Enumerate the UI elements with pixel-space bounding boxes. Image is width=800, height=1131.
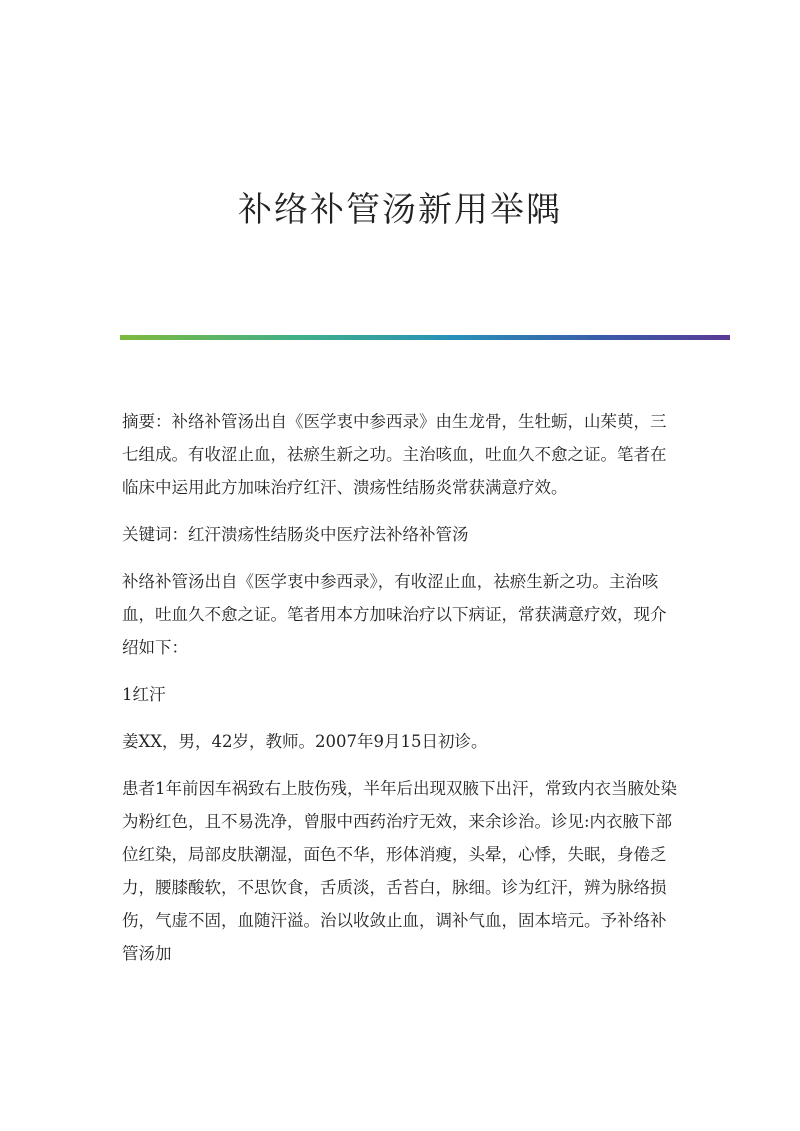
section-heading: 1红汗 bbox=[122, 685, 166, 704]
document-title: 补络补管汤新用举隅 bbox=[238, 190, 562, 230]
intro-paragraph: 补络补管汤出自《医学衷中参西录》，有收涩止血，祛瘀生新之功。主治咳血，吐血久不愈之证。笔者用本方加味治疗以下病证，常获满意疗效，现介绍如下： bbox=[122, 572, 667, 657]
case-body-paragraph: 患者1年前因车祸致右上肢伤残，半年后出现双腋下出汗，常致内衣当腋处染为粉红色，且不易洗净，曾服中西药治疗无效，来余诊治。诊见:内衣腋下部位红染，局部皮肤潮湿，面色不华，形体消瘦，头晕，心悸，失眠，身倦乏力，腰膝酸软，不思饮食，舌质淡，舌苔白，脉细。诊为红汗，辨为脉络损伤，气虚不固，血随汗溢。治以收敛止血，调补气血，固本培元。予补络补管汤加 bbox=[122, 779, 677, 963]
case-info-paragraph: 姜XX，男，42岁，教师。2007年9月15日初诊。 bbox=[122, 732, 488, 751]
keywords-paragraph: 关键词：红汗溃疡性结肠炎中医疗法补络补管汤 bbox=[122, 525, 469, 544]
title-divider bbox=[120, 335, 730, 340]
document-body bbox=[122, 405, 682, 984]
abstract-paragraph: 摘要：补络补管汤出自《医学衷中参西录》由生龙骨，生牡蛎，山茱萸，三七组成。有收涩止血，祛瘀生新之功。主治咳血，吐血久不愈之证。笔者在临床中运用此方加味治疗红汗、溃疡性结肠炎常获满意疗效。 bbox=[122, 412, 667, 497]
